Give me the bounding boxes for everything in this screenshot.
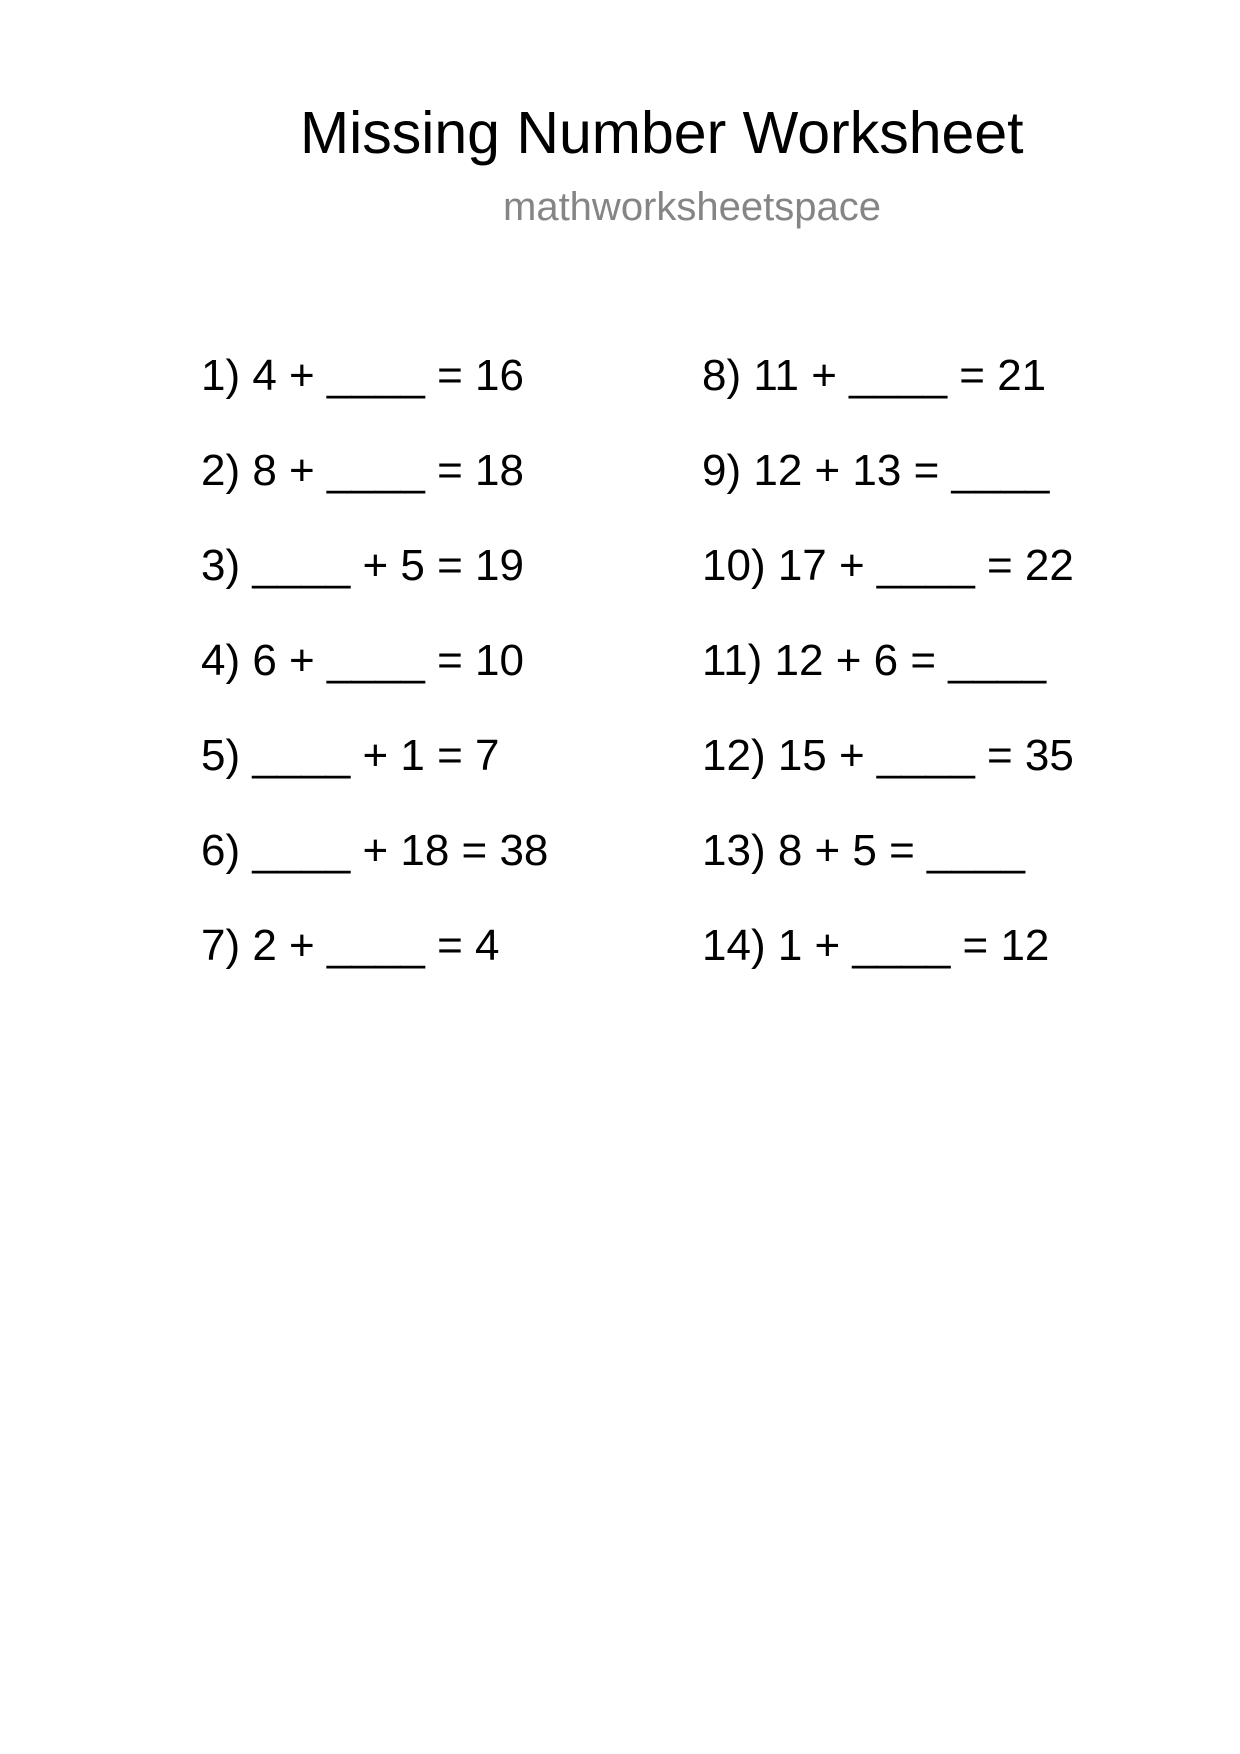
problems-column-right: [702, 346, 1074, 1011]
worksheet-subtitle: mathworksheetspace: [503, 185, 881, 229]
problem-14: 14) 1 + ____ = 12: [702, 921, 1050, 970]
problem-5: 5) ____ + 1 = 7: [201, 731, 500, 780]
problem-7: 7) 2 + ____ = 4: [201, 921, 500, 970]
problem-1: 1) 4 + ____ = 16: [201, 351, 524, 400]
problem-10: 10) 17 + ____ = 22: [702, 541, 1074, 590]
problem-11: 11) 12 + 6 = ____: [702, 636, 1047, 685]
problem-8: 8) 11 + ____ = 21: [702, 351, 1047, 400]
problem-6: 6) ____ + 18 = 38: [201, 826, 549, 875]
problems-column-left: [201, 346, 548, 1011]
worksheet-title: Missing Number Worksheet: [300, 100, 1024, 166]
problem-2: 2) 8 + ____ = 18: [201, 446, 524, 495]
problem-4: 4) 6 + ____ = 10: [201, 636, 524, 685]
problem-13: 13) 8 + 5 = ____: [702, 826, 1025, 875]
problem-3: 3) ____ + 5 = 19: [201, 541, 524, 590]
problem-12: 12) 15 + ____ = 35: [702, 731, 1074, 780]
problem-9: 9) 12 + 13 = ____: [702, 446, 1050, 495]
